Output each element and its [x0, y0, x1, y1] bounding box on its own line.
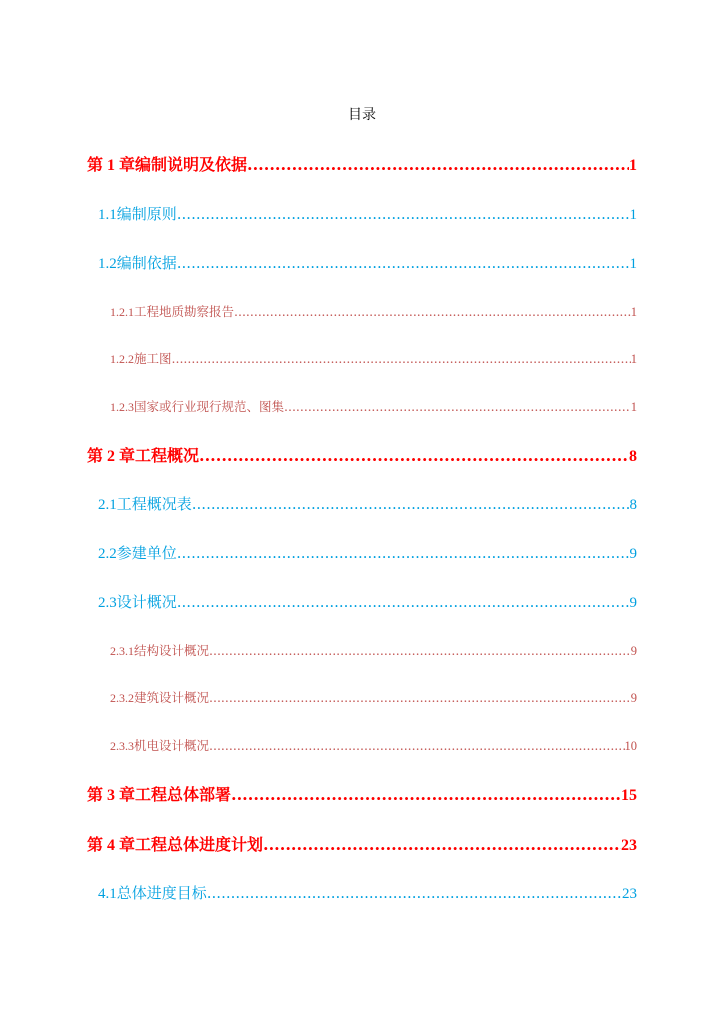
toc-entry-page: 8	[629, 448, 637, 465]
toc-leader-dots	[177, 544, 630, 562]
toc-entry-2-1[interactable]	[98, 493, 637, 514]
toc-leader-dots	[199, 446, 629, 465]
toc-entry-page: 8	[629, 497, 637, 513]
toc-entry-page: 10	[624, 739, 637, 753]
toc-leader-dots	[263, 835, 621, 854]
toc-entry-1-1[interactable]	[98, 203, 637, 224]
toc-entry-number: 4.1	[98, 886, 117, 902]
toc-entry-chapter-2[interactable]	[87, 443, 637, 466]
toc-entry-text: 国家或行业现行规范、图集	[134, 399, 285, 414]
toc-entry-page: 23	[621, 837, 637, 854]
toc-leader-dots	[177, 254, 630, 272]
toc-entry-page: 9	[629, 546, 637, 562]
toc-leader-dots	[209, 738, 624, 753]
toc-entry-number: 1.2	[98, 256, 117, 272]
toc-entry-chapter-1[interactable]	[87, 152, 637, 175]
toc-leader-dots	[209, 643, 631, 658]
toc-entry-2-3-2[interactable]	[110, 688, 637, 706]
toc-entry-number: 1.2.2	[110, 352, 134, 366]
toc-entry-4-1[interactable]	[98, 882, 637, 903]
toc-entry-1-2-3[interactable]	[110, 397, 637, 415]
toc-entry-2-3-3[interactable]	[110, 736, 637, 754]
toc-entry-number: 2.3	[98, 595, 117, 611]
toc-entry-text: 参建单位	[116, 544, 177, 562]
toc-entry-1-2-2[interactable]	[110, 349, 637, 367]
toc-leader-dots	[231, 785, 621, 804]
toc-leader-dots	[172, 351, 631, 366]
toc-entry-text: 施工图	[134, 351, 172, 366]
toc-leader-dots	[284, 399, 631, 414]
toc-entry-1-2-1[interactable]	[110, 302, 637, 320]
toc-entry-page: 1	[629, 157, 637, 174]
toc-entry-2-2[interactable]	[98, 542, 637, 563]
toc-entry-number: 2.3.1	[110, 644, 134, 658]
toc-entry-number: 第 3 章	[87, 787, 136, 804]
toc-entry-chapter-4[interactable]	[87, 832, 637, 855]
toc-entry-text: 工程总体部署	[135, 785, 232, 804]
toc-title: 目录	[348, 107, 376, 123]
toc-entry-text: 工程总体进度计划	[135, 835, 264, 854]
toc-entry-number: 1.1	[98, 207, 117, 223]
toc-entry-number: 第 4 章	[87, 837, 136, 854]
toc-entry-number: 2.1	[98, 497, 117, 513]
toc-entry-chapter-3[interactable]	[87, 782, 637, 805]
toc-leader-dots	[209, 690, 631, 705]
toc-entry-text: 编制原则	[116, 205, 177, 223]
toc-entry-number: 1.2.1	[110, 305, 134, 319]
toc-leader-dots	[207, 884, 622, 902]
toc-leader-dots	[192, 495, 630, 513]
toc-entry-text: 设计概况	[116, 593, 177, 611]
toc-entry-page: 1	[630, 305, 637, 319]
toc-entry-2-3-1[interactable]	[110, 641, 637, 659]
toc-entry-page: 1	[630, 352, 637, 366]
toc-entry-page: 9	[630, 644, 637, 658]
toc-leader-dots	[177, 593, 630, 611]
toc-leader-dots	[177, 205, 630, 223]
toc-entry-text: 编制依据	[116, 254, 177, 272]
toc-entry-number: 1.2.3	[110, 400, 134, 414]
toc-entry-2-3[interactable]	[98, 591, 637, 612]
toc-entry-page: 9	[629, 595, 637, 611]
toc-entry-1-2[interactable]	[98, 252, 637, 273]
toc-entry-page: 1	[630, 400, 637, 414]
toc-entry-page: 1	[629, 256, 637, 272]
toc-entry-number: 第 1 章	[87, 157, 136, 174]
toc-leader-dots	[247, 155, 629, 174]
toc-entry-page: 1	[629, 207, 637, 223]
toc-entry-page: 15	[621, 787, 637, 804]
toc-leader-dots	[234, 304, 631, 319]
toc-entry-number: 2.3.3	[110, 739, 134, 753]
toc-entry-text: 结构设计概况	[134, 643, 210, 658]
toc-entry-text: 工程地质勘察报告	[134, 304, 235, 319]
toc-entry-text: 总体进度目标	[116, 884, 207, 902]
toc-entry-number: 2.3.2	[110, 691, 134, 705]
toc-entry-number: 2.2	[98, 546, 117, 562]
toc-entry-text: 工程概况表	[116, 495, 192, 513]
toc-entry-page: 9	[630, 691, 637, 705]
toc-entry-text: 建筑设计概况	[134, 690, 210, 705]
toc-entry-number: 第 2 章	[87, 448, 136, 465]
toc-entry-text: 机电设计概况	[134, 738, 210, 753]
toc-entry-page: 23	[622, 886, 637, 902]
toc-entry-text: 编制说明及依据	[135, 155, 248, 174]
toc-entry-text: 工程概况	[135, 446, 200, 465]
